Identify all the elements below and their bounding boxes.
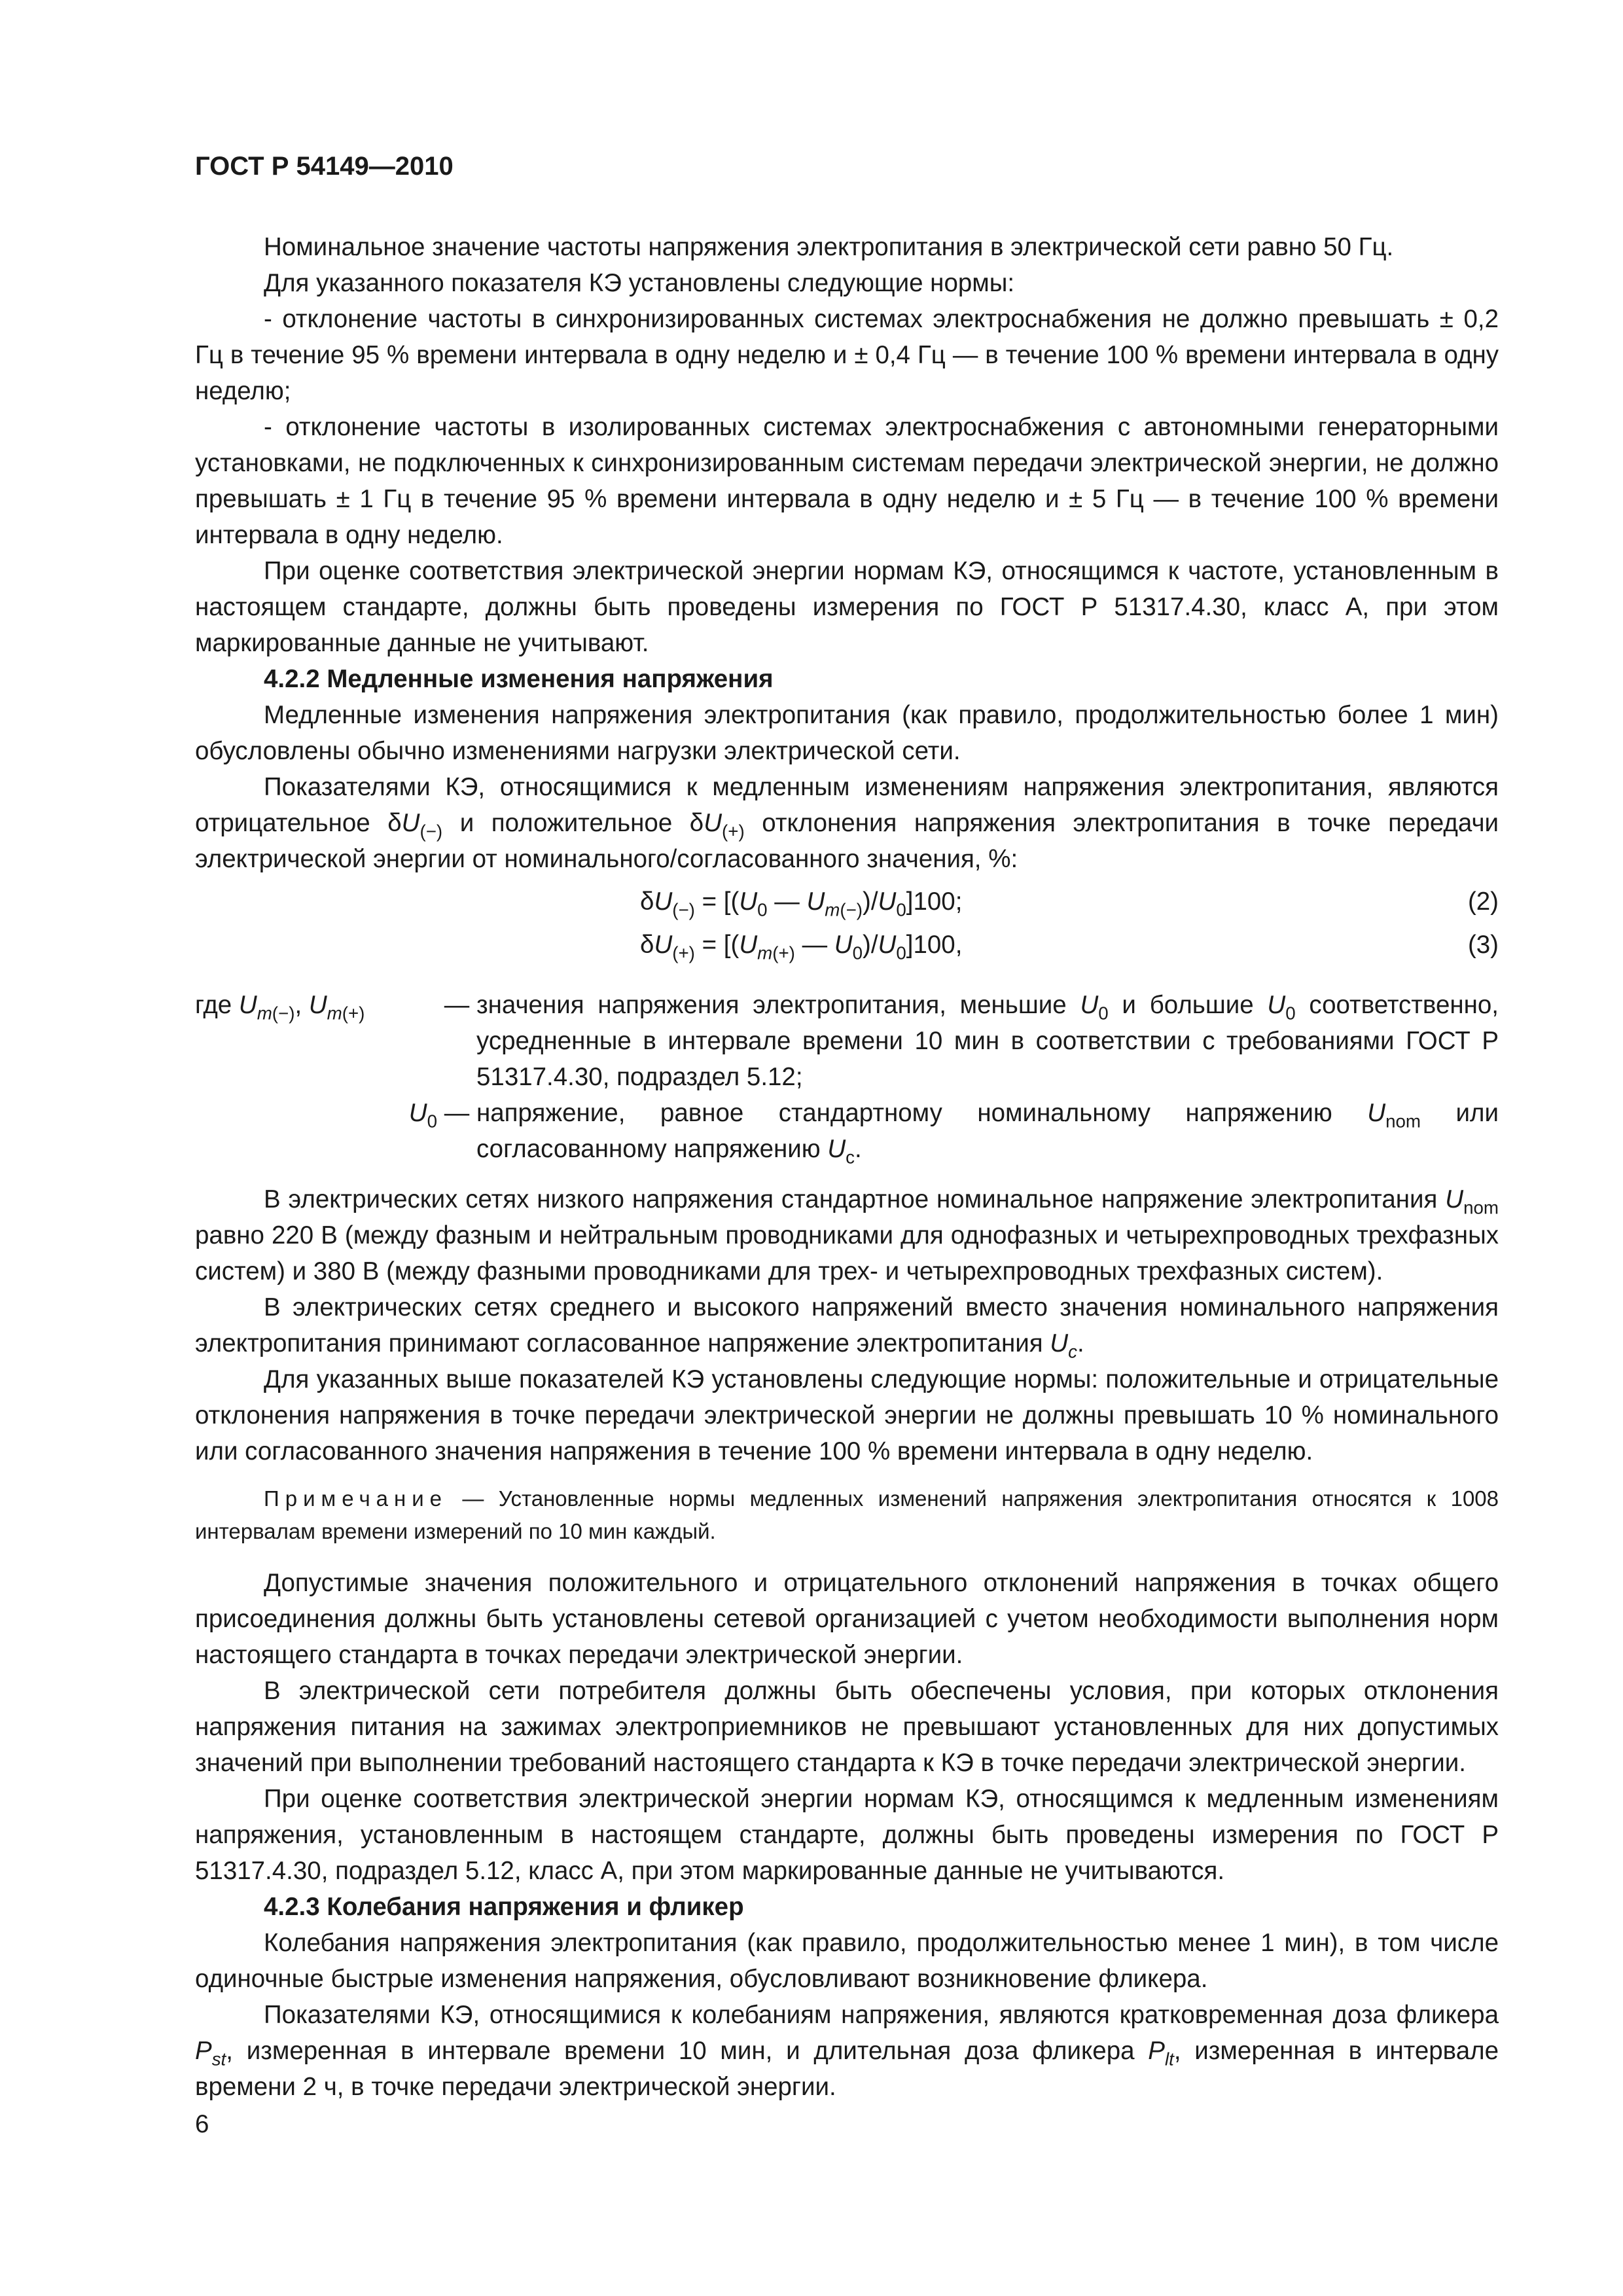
paragraph: При оценке соответствия электрической энергии нормам КЭ, относящимся к медленным изменениям напряжения, установленным в настоящем стандарте, должны быть проведены измерения по ГОСТ Р 51317.4.30, подраздел 5.12, класс А, при этом маркированные данные не учитываются. — [195, 1785, 1499, 1885]
paragraph: Колебания напряжения электропитания (как правило, продолжительностью менее 1 мин), в том числе одиночные быстрые изменения напряжения, обусловливают возникновение фликера. — [195, 1929, 1499, 1993]
definition-term: где $U_{m(-)}$, $U_{m(+)}$ — [195, 991, 365, 1024]
note — [195, 1482, 1499, 1548]
formula-expression: $\delta U_{(+)} = [(U_{m(+)}$ — $U_0)/U_0]100$, — [640, 931, 963, 963]
paragraph: Показателями КЭ, относящимися к медленным изменениям напряжения электропитания, являются отрицательное $\delta U_{(-)}$ и положительное $\delta U_{(+)}$ отклонения напряжения электропитания в точке передачи электрической энергии от номинального/согласованного значения, %: — [195, 773, 1499, 873]
paragraph: В электрических сетях низкого напряжения стандартное номинальное напряжение электропитания $U_{nom}$ равно 220 В (между фазным и нейтральным проводниками для однофазных и четырехпроводных трехфазных систем) и 380 В (между фазными проводниками для трех- и четырехпроводных трехфазных систем). — [195, 1185, 1499, 1285]
page-content — [195, 229, 1499, 2105]
note-label: Примечание — [264, 1486, 448, 1511]
section-heading-4-2-2: 4.2.2 Медленные изменения напряжения — [264, 665, 774, 693]
equation-number: (3) — [1467, 931, 1499, 959]
list-item: - отклонение частоты в изолированных системах электроснабжения с автономными генераторными установками, не подключенных к синхронизированным системам передачи электрической энергии, не должно превышать ± 1 Гц в течение 95 % времени интервала в одну неделю и ± 5 Гц — в течение 100 % времени интервала в одну неделю. — [195, 413, 1499, 549]
formula-3 — [195, 927, 1499, 970]
definitions-list — [195, 987, 1499, 1167]
definition-dash: — — [444, 1099, 470, 1127]
list-item: - отклонение частоты в синхронизированных системах электроснабжения не должно превышать ± 0,2 Гц в течение 95 % времени интервала в одну неделю и ± 0,4 Гц — в течение 100 % времени интервала в одну неделю; — [195, 305, 1499, 405]
definition-text: значения напряжения электропитания, меньшие $U_0$ и большие $U_0$ соответственно, усредненные в интервале времени 10 мин в соответствии с требованиями ГОСТ Р 51317.4.30, подраздел 5.12; — [476, 991, 1499, 1091]
paragraph: Допустимые значения положительного и отрицательного отклонений напряжения в точках общего присоединения должны быть установлены сетевой организацией с учетом необходимости выполнения норм настоящего стандарта в точках передачи электрической энергии. — [195, 1569, 1499, 1669]
section-heading-4-2-3: 4.2.3 Колебания напряжения и фликер — [264, 1893, 744, 1921]
paragraph: Номинальное значение частоты напряжения электропитания в электрической сети равно 50 Гц. — [264, 233, 1394, 261]
paragraph: Для указанного показателя КЭ установлены следующие нормы: — [264, 269, 1015, 297]
paragraph: В электрических сетях среднего и высокого напряжений вместо значения номинального напряжения электропитания принимают согласованное напряжение электропитания $U_c$. — [195, 1293, 1499, 1362]
formula-expression: $\delta U_{(-)} = [(U_0$ — $U_{m(-)})/U_0]100$; — [640, 888, 963, 920]
page-number: 6 — [195, 2110, 209, 2138]
paragraph: Показателями КЭ, относящимися к колебаниям напряжения, являются кратковременная доза фликера $P_{st}$, измеренная в интервале времени 10 мин, и длительная доза фликера $P_{lt}$, измеренная в интервале времени 2 ч, в точке передачи электрической энергии. — [195, 2001, 1499, 2101]
paragraph: При оценке соответствия электрической энергии нормам КЭ, относящимся к частоте, установленным в настоящем стандарте, должны быть проведены измерения по ГОСТ Р 51317.4.30, класс А, при этом маркированные данные не учитывают. — [195, 557, 1499, 657]
paragraph: Для указанных выше показателей КЭ установлены следующие нормы: положительные и отрицательные отклонения напряжения в точке передачи электрической энергии не должны превышать 10 % номинального или согласованного значения напряжения в течение 100 % времени интервала в одну неделю. — [195, 1365, 1499, 1465]
formula-2 — [195, 884, 1499, 927]
equation-number: (2) — [1467, 888, 1499, 916]
paragraph: Медленные изменения напряжения электропитания (как правило, продолжительностью более 1 мин) обусловлены обычно изменениями нагрузки электрической сети. — [195, 701, 1499, 765]
definition-term: $U_0$ — [408, 1099, 437, 1132]
definition-text: напряжение, равное стандартному номинальному напряжению $U_{nom}$ или согласованному напряжению $U_c$. — [476, 1099, 1499, 1168]
note-text: — Установленные нормы медленных изменений напряжения электропитания относятся к 1008 интервалам времени измерений по 10 мин каждый. — [195, 1486, 1499, 1543]
definition-dash: — — [444, 991, 470, 1019]
definition-item — [195, 987, 1499, 1095]
running-header: ГОСТ Р 54149—2010 — [195, 152, 454, 181]
paragraph: В электрической сети потребителя должны быть обеспечены условия, при которых отклонения напряжения питания на зажимах электроприемников не превышают установленных для них допустимых значений при выполнении требований настоящего стандарта к КЭ в точке передачи электрической энергии. — [195, 1677, 1499, 1777]
definition-item — [195, 1095, 1499, 1167]
